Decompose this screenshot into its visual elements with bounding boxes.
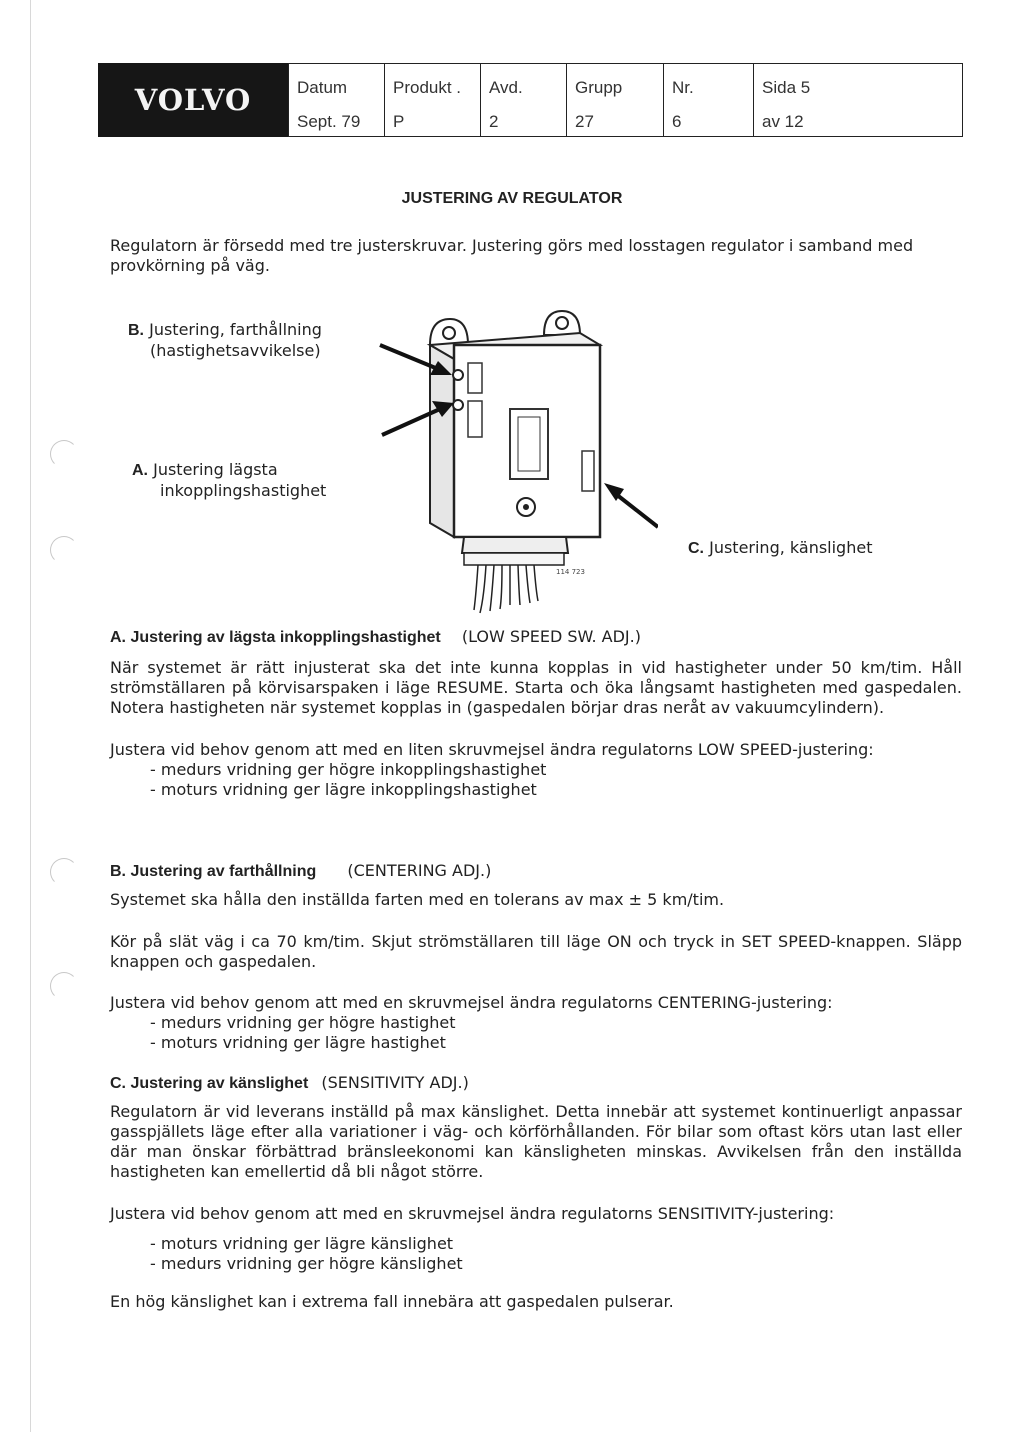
header-label: Sida 5 xyxy=(762,78,811,97)
header-label: Nr. xyxy=(672,78,694,97)
bullet-item: - medurs vridning ger högre hastighet xyxy=(150,1013,456,1032)
mounting-ear-icon xyxy=(544,311,580,335)
label-letter: B. xyxy=(128,322,144,339)
header-value: 27 xyxy=(575,112,594,131)
section-a-body: När systemet är rätt injusterat ska det inte kunna kopplas in vid hastigheter under 50 km/tim. Håll strömställaren på körvisarspaken i läge RESUME. Starta och öka långsamt hastigheten med gaspedalen. Notera hastigheten när systemet kopplas in (gaspedalen börjar dras neråt av vakuumcylindern). xyxy=(110,658,962,717)
section-a-heading-text: A. Justering av lägsta inkopplingshastighet xyxy=(110,629,441,646)
header-cell-datum xyxy=(288,64,384,136)
volvo-logo: VOLVO xyxy=(98,63,288,137)
bullet-item: - medurs vridning ger högre inkopplingshastighet xyxy=(150,760,547,779)
header-value: 2 xyxy=(489,112,499,131)
section-c-heading-text: C. Justering av känslighet xyxy=(110,1075,309,1092)
section-b-heading-suffix: (CENTERING ADJ.) xyxy=(347,861,492,880)
document-header xyxy=(98,63,963,137)
label-text: Justering, känslighet xyxy=(709,538,873,557)
header-value: P xyxy=(393,112,405,131)
section-c-heading xyxy=(110,1073,962,1094)
header-label: Datum xyxy=(297,78,348,97)
label-text: Justering, farthållning xyxy=(149,320,322,339)
binder-hole xyxy=(50,440,78,468)
header-cell-avd xyxy=(480,64,566,136)
section-a-heading-suffix: (LOW SPEED SW. ADJ.) xyxy=(461,627,641,646)
binder-hole xyxy=(50,972,78,1000)
figure-label-b xyxy=(128,320,322,361)
bullet-item: - moturs vridning ger lägre hastighet xyxy=(150,1033,446,1052)
section-b-body-1: Systemet ska hålla den inställda farten med en tolerans av max ± 5 km/tim. xyxy=(110,890,725,909)
mounting-ear-icon xyxy=(430,319,468,345)
section-c-note: En hög känslighet kan i extrema fall innebära att gaspedalen pulserar. xyxy=(110,1292,674,1311)
screw-icon xyxy=(517,498,535,516)
binder-hole xyxy=(50,536,78,564)
header-cell-produkt xyxy=(384,64,480,136)
section-c-heading-suffix: (SENSITIVITY ADJ.) xyxy=(321,1073,469,1092)
bullet-item: - medurs vridning ger högre känslighet xyxy=(150,1254,463,1273)
figure-label-c xyxy=(688,538,872,559)
header-label: Produkt . xyxy=(393,78,462,97)
section-a-instruction: Justera vid behov genom att med en liten skruvmejsel ändra regulatorns LOW SPEED-justering: xyxy=(110,740,874,759)
bullet-item: - moturs vridning ger lägre inkopplingshastighet xyxy=(150,780,537,799)
section-a-heading xyxy=(110,627,962,648)
section-b-heading-text: B. Justering av farthållning xyxy=(110,863,317,880)
regulator-illustration xyxy=(368,305,658,615)
header-value: 6 xyxy=(672,112,682,131)
page-edge xyxy=(30,0,31,1432)
page-title: JUSTERING AV REGULATOR xyxy=(401,190,623,207)
screw-icon xyxy=(453,400,463,410)
binder-hole xyxy=(50,858,78,886)
header-value: Sept. 79 xyxy=(297,112,361,131)
intro-paragraph: Regulatorn är försedd med tre justerskruvar. Justering görs med losstagen regulator i samband med provkörning på väg. xyxy=(110,236,914,275)
label-letter: A. xyxy=(132,462,148,479)
wire-harness xyxy=(474,565,538,613)
header-label: Avd. xyxy=(489,78,523,97)
header-cell-sida xyxy=(753,64,962,136)
header-info-table xyxy=(288,63,963,137)
header-cell-nr xyxy=(663,64,753,136)
header-value: av 12 xyxy=(762,112,804,131)
screw-icon xyxy=(453,370,463,380)
arrow-c-icon xyxy=(604,483,658,527)
section-c-instruction: Justera vid behov genom att med en skruvmejsel ändra regulatorns SENSITIVITY-justering: xyxy=(110,1204,835,1223)
bullet-item: - moturs vridning ger lägre känslighet xyxy=(150,1234,454,1253)
section-b-body-2: Kör på slät väg i ca 70 km/tim. Skjut strömställaren till läge ON och tryck in SET SPEED-knappen. Släpp knappen och gaspedalen. xyxy=(110,932,962,971)
section-b-heading xyxy=(110,861,962,882)
section-b-instruction: Justera vid behov genom att med en skruvmejsel ändra regulatorns CENTERING-justering: xyxy=(110,993,833,1012)
header-label: Grupp xyxy=(575,78,623,97)
figure-label-a xyxy=(132,460,326,501)
label-letter: C. xyxy=(688,540,704,557)
figure-part-number: 114 723 xyxy=(556,568,585,576)
label-text: inkopplingshastighet xyxy=(160,481,327,500)
label-text: (hastighetsavvikelse) xyxy=(150,341,321,360)
section-c-body: Regulatorn är vid leverans inställd på max känslighet. Detta innebär att systemet kontinuerligt anpassar gasspjällets läge efter alla variationer i väg- och körförhållanden. För bilar som oftast körs utan last eller där man önskar förbättrad bränsleekonomi kan känsligheten minskas. Avvikelsen från den inställda hastigheten kan emellertid då bli något större. xyxy=(110,1102,962,1181)
header-cell-grupp xyxy=(566,64,663,136)
label-text: Justering lägsta xyxy=(153,460,278,479)
